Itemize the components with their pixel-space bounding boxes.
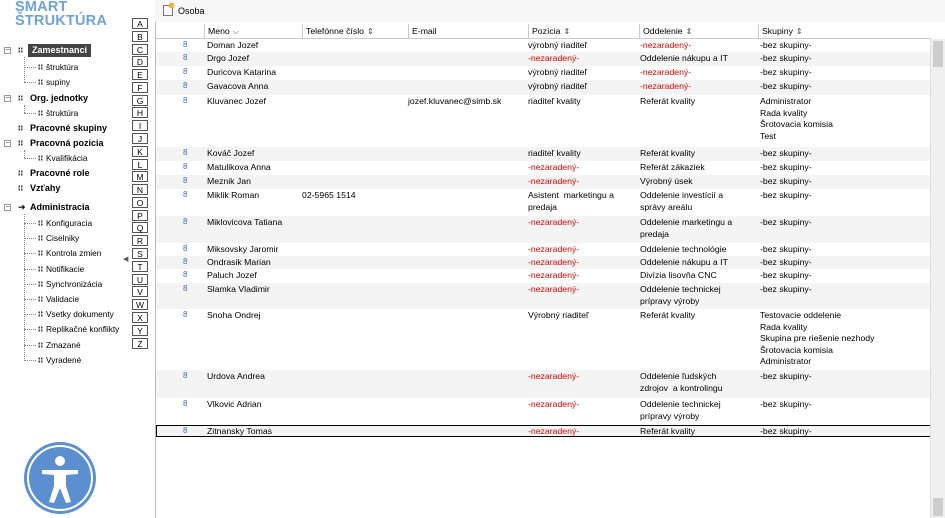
cell-oddelenie: Referát kvality [640, 96, 696, 106]
cell-pozicia: -nezaradený- [528, 270, 580, 280]
letter-filter-button[interactable]: Q [132, 222, 148, 233]
letter-filter-button[interactable]: E [132, 69, 148, 80]
sidebar: SMART ŠTRUKTÚRA − Zamestnanci štruktúra supiny − Org. jednotky štruktúra Pracovné skupiny − Pracovná pozícia Kvalifikácia Pracovné role Vzťahy − ➔ Administracia Konfiguracia Ciselniky Kontrola zmien Notifikacie Synchronizácia Validacie Vsetky dokumenty Replikačné konflikty Zmazané Vyradené [0, 0, 122, 518]
person-icon: 8 [183, 217, 188, 226]
cell-meno: Gavacova Anna [207, 81, 269, 91]
letter-filter-button[interactable]: T [132, 261, 148, 272]
logo-line2: ŠTRUKTÚRA [15, 13, 108, 29]
sort-down-icon: ⌵ [232, 27, 239, 36]
letter-filter-button[interactable]: W [132, 299, 148, 310]
letter-filter-button[interactable]: O [132, 197, 148, 208]
sort-icon: ⇕ [366, 27, 374, 36]
logo-line1: SMART [15, 0, 68, 15]
cell-pozicia: -nezaradený- [528, 244, 580, 254]
cell-oddelenie: Oddelenie technológie [640, 244, 727, 254]
letter-filter-button[interactable]: X [132, 312, 148, 323]
grip-icon [38, 281, 43, 287]
cell-meno: Miksovsky Jaromir [207, 244, 279, 254]
letter-filter-button[interactable]: A [132, 18, 148, 29]
person-icon: 8 [183, 176, 188, 185]
cell-pozicia: riaditeľ kvality [528, 96, 581, 106]
new-document-icon [163, 5, 173, 16]
cell-oddelenie: Oddelenie nákupu a IT [640, 257, 728, 267]
cell-meno: Ondrasik Marian [207, 257, 271, 267]
cell-email: jozef.kluvanec@simb.sk [408, 96, 502, 106]
column-header-pozicia[interactable]: Pozícia ⇕ [528, 24, 639, 38]
table-row[interactable] [156, 147, 931, 161]
cell-pozicia: -nezaradený- [528, 257, 580, 267]
cell-skupiny: -bez skupiny- [760, 399, 812, 409]
cell-oddelenie: Referát kvality [640, 426, 696, 436]
column-header-skupiny[interactable]: Skupiny ⇕ [758, 24, 931, 38]
cell-oddelenie: Divízia lisovňa CNC [640, 270, 717, 280]
person-icon: 8 [183, 81, 188, 90]
table-row[interactable] [156, 309, 931, 370]
grip-icon [38, 235, 43, 241]
letter-filter-button[interactable]: Z [132, 338, 148, 349]
table-row[interactable] [156, 161, 931, 175]
table-row[interactable] [156, 80, 931, 95]
cell-oddelenie: -nezaradený- [640, 67, 692, 77]
cell-skupiny: Testovacie oddelenie Rada kvality Skupina pre riešenie nezhody Šrotovacia komisia Administrator [760, 310, 875, 366]
table-row[interactable] [156, 398, 931, 425]
letter-filter-button[interactable]: Y [132, 325, 148, 336]
scroll-thumb[interactable] [933, 41, 943, 67]
grip-icon [18, 47, 23, 53]
grip-icon [38, 220, 43, 226]
table-row[interactable] [156, 243, 931, 256]
cell-skupiny: -bez skupiny- [760, 284, 812, 294]
grip-icon [38, 79, 43, 85]
person-icon: 8 [183, 67, 188, 76]
cell-pozicia: Výrobný riaditeľ [528, 310, 589, 320]
letter-filter-button[interactable]: N [132, 184, 148, 195]
cell-oddelenie: Oddelenie nákupu a IT [640, 53, 728, 63]
grip-icon [18, 170, 23, 176]
table-row[interactable] [156, 95, 931, 147]
sort-icon: ⇕ [685, 27, 693, 36]
accessibility-icon[interactable] [24, 442, 96, 514]
cell-meno: Snoha Ondrej [207, 310, 261, 320]
cell-oddelenie: Referát kvality [640, 148, 696, 158]
cell-pozicia: -nezaradený- [528, 399, 580, 409]
collapse-toggle-icon[interactable]: − [5, 95, 10, 102]
letter-filter-button[interactable]: S [132, 248, 148, 259]
cell-skupiny: -bez skupiny- [760, 270, 812, 280]
grip-icon [38, 326, 43, 332]
cell-skupiny: -bez skupiny- [760, 40, 812, 50]
letter-filter-button[interactable]: U [132, 274, 148, 285]
cell-meno: Urdova Andrea [207, 371, 265, 381]
grip-icon [38, 250, 43, 256]
table-row[interactable] [156, 66, 931, 80]
table-row[interactable] [156, 256, 931, 269]
person-icon: 8 [183, 162, 188, 171]
cell-meno: Meznik Jan [207, 176, 251, 186]
table-row[interactable] [156, 425, 931, 437]
person-icon: 8 [183, 190, 188, 199]
cell-oddelenie: -nezaradený- [640, 40, 692, 50]
person-icon: 8 [183, 148, 188, 157]
grip-icon [38, 296, 43, 302]
cell-skupiny: -bez skupiny- [760, 53, 812, 63]
cell-oddelenie: Výrobný úsek [640, 176, 693, 186]
cell-oddelenie: Referát kvality [640, 310, 696, 320]
person-icon: 8 [183, 371, 188, 380]
letter-filter-button[interactable]: G [132, 95, 148, 106]
person-icon: 8 [183, 310, 188, 319]
table-row[interactable] [156, 269, 931, 283]
cell-skupiny: -bez skupiny- [760, 257, 812, 267]
column-header-telefon[interactable]: Telefónne číslo ⇕ [302, 24, 408, 38]
cell-skupiny: Administrator Rada kvality Šrotovacia komisia Test [760, 96, 833, 141]
person-icon: 8 [183, 284, 188, 293]
cell-pozicia: -nezaradený- [528, 217, 580, 227]
person-icon: 8 [183, 40, 188, 49]
person-icon: 8 [183, 257, 188, 266]
tree-node-label: Zamestnanci [28, 44, 91, 57]
grip-icon [18, 185, 23, 191]
cell-meno: Zitnansky Tomas [207, 426, 273, 436]
cell-pozicia: výrobný riaditeľ [528, 81, 588, 91]
cell-oddelenie: Oddelenie ľudských zdrojov a kontrolingu [640, 371, 723, 393]
grip-icon [18, 140, 23, 146]
cell-meno: Drgo Jozef [207, 53, 250, 63]
cell-meno: Doman Jozef [207, 40, 259, 50]
collapse-panel-icon[interactable]: ◀ [123, 256, 129, 263]
grip-icon [38, 357, 43, 363]
cell-meno: Vlkovic Adrian [207, 399, 262, 409]
cell-pozicia: -nezaradený- [528, 426, 580, 436]
person-icon: 8 [183, 96, 188, 105]
collapse-toggle-icon[interactable]: − [5, 140, 10, 147]
app-logo [15, 0, 107, 28]
cell-oddelenie: Oddelenie technickej prípravy výroby [640, 284, 721, 306]
cell-pozicia: -nezaradený- [528, 176, 580, 186]
person-icon: 8 [183, 426, 188, 435]
cell-pozicia: výrobný riaditeľ [528, 67, 588, 77]
cell-pozicia: -nezaradený- [528, 284, 580, 294]
cell-meno: Kováč Jozef [207, 148, 255, 158]
cell-skupiny: -bez skupiny- [760, 176, 812, 186]
cell-pozicia: výrobný riaditeľ [528, 40, 588, 50]
letter-filter-button[interactable]: P [132, 210, 148, 221]
cell-skupiny: -bez skupiny- [760, 67, 812, 77]
cell-pozicia: -nezaradený- [528, 53, 580, 63]
grip-icon [38, 311, 43, 317]
collapse-toggle-icon[interactable]: − [5, 47, 10, 54]
letter-filter-button[interactable]: I [132, 120, 148, 131]
employee-table [155, 22, 945, 518]
cell-skupiny: -bez skupiny- [760, 190, 812, 200]
cell-meno: Paluch Jozef [207, 270, 257, 280]
vertical-scrollbar[interactable] [930, 39, 945, 518]
person-icon: 8 [183, 244, 188, 253]
column-header-meno[interactable]: Meno ⌵ [204, 24, 302, 38]
cell-meno: Slamka Vladimir [207, 284, 270, 294]
sort-icon: ⇕ [795, 27, 803, 36]
letter-filter-button[interactable]: F [132, 82, 148, 93]
letter-filter-button[interactable]: C [132, 44, 148, 55]
table-row[interactable] [156, 39, 931, 52]
letter-filter-button[interactable]: B [132, 31, 148, 42]
cell-oddelenie: Oddelenie technickej prípravy výroby [640, 399, 721, 421]
cell-skupiny: -bez skupiny- [760, 217, 812, 227]
letter-filter-button[interactable]: K [132, 146, 148, 157]
cell-pozicia: -nezaradený- [528, 371, 580, 381]
scroll-down-button[interactable] [933, 498, 943, 516]
grip-icon [18, 125, 23, 131]
arrow-right-icon: ➔ [18, 202, 26, 212]
grip-icon [38, 64, 43, 70]
person-icon: 8 [183, 399, 188, 408]
toolbar: Osoba [155, 0, 945, 23]
column-header-oddelenie[interactable]: Oddelenie ⇕ [639, 24, 758, 38]
column-header-email[interactable]: E-mail [408, 24, 528, 38]
person-icon: 8 [183, 53, 188, 62]
letter-filter-button[interactable]: D [132, 56, 148, 67]
grip-icon [38, 155, 43, 161]
cell-meno: Miklovicova Tatiana [207, 217, 283, 227]
table-row[interactable] [156, 283, 931, 309]
grip-icon [38, 110, 43, 116]
cell-oddelenie: Oddelenie marketingu a predaja [640, 217, 733, 239]
table-row[interactable] [156, 175, 931, 189]
cell-meno: Duricova Katarina [207, 67, 277, 77]
table-row[interactable] [156, 370, 931, 398]
table-header [156, 24, 931, 39]
letter-filter-button[interactable]: L [132, 159, 148, 170]
cell-oddelenie: -nezaradený- [640, 81, 692, 91]
cell-skupiny: -bez skupiny- [760, 371, 812, 381]
grip-icon [38, 342, 43, 348]
cell-oddelenie: Oddelenie investícií a správy areálu [640, 190, 724, 212]
letter-filter-button[interactable]: M [132, 171, 148, 182]
person-icon: 8 [183, 270, 188, 279]
cell-skupiny: -bez skupiny- [760, 426, 812, 436]
letter-filter-button[interactable]: V [132, 286, 148, 297]
table-row[interactable] [156, 216, 931, 243]
letter-filter-button[interactable]: R [132, 235, 148, 246]
cell-pozicia: riaditeľ kvality [528, 148, 581, 158]
cell-oddelenie: Referát zákaziek [640, 162, 705, 172]
cell-pozicia: -nezaradený- [528, 162, 580, 172]
letter-filter-button[interactable]: H [132, 107, 148, 118]
cell-meno: Matulikova Anna [207, 162, 271, 172]
letter-filter-button[interactable]: J [132, 133, 148, 144]
collapse-toggle-icon[interactable]: − [5, 204, 10, 211]
cell-skupiny: -bez skupiny- [760, 162, 812, 172]
grip-icon [18, 95, 23, 101]
cell-meno: Miklik Roman [207, 190, 260, 200]
cell-skupiny: -bez skupiny- [760, 148, 812, 158]
grip-icon [38, 266, 43, 272]
cell-skupiny: -bez skupiny- [760, 81, 812, 91]
table-row[interactable] [156, 52, 931, 66]
cell-skupiny: -bez skupiny- [760, 244, 812, 254]
table-row[interactable] [156, 189, 931, 216]
sort-icon: ⇕ [563, 27, 571, 36]
cell-telefon: 02-5965 1514 [302, 190, 356, 200]
cell-pozicia: Asistent marketingu a predaja [528, 190, 614, 212]
cell-meno: Kluvanec Jozef [207, 96, 266, 106]
